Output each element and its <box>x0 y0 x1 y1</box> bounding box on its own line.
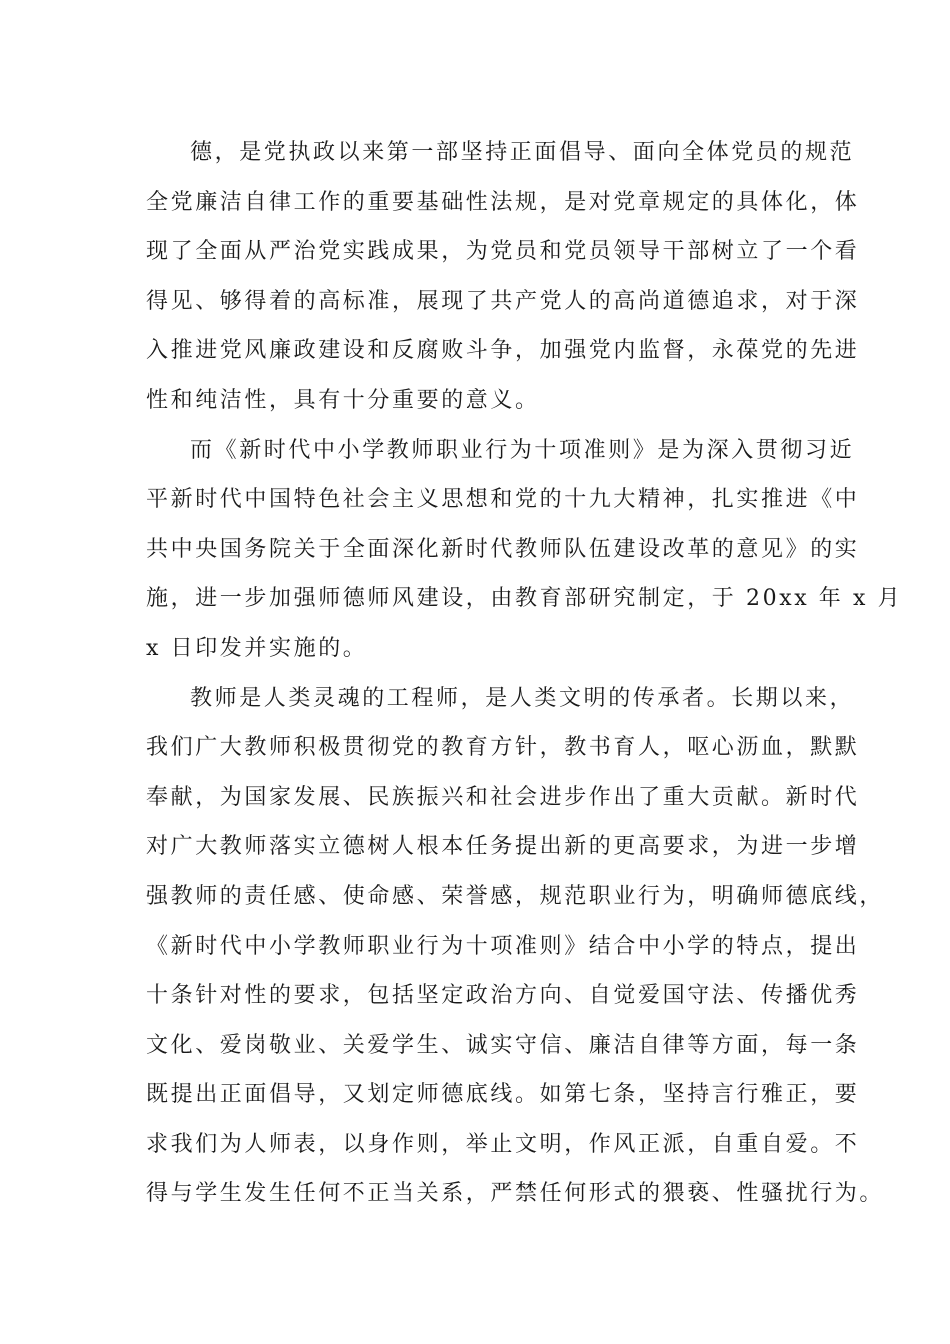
text-line: 强教师的责任感、使命感、荣誉感，规范职业行为，明确师德底线， <box>146 883 885 909</box>
text-line: 《新时代中小学教师职业行为十项准则》结合中小学的特点，提出 <box>146 933 860 959</box>
text-line: 对广大教师落实立德树人根本任务提出新的更高要求，为进一步增 <box>146 834 860 860</box>
text-line: 既提出正面倡导，又划定师德底线。如第七条，坚持言行雅正，要 <box>146 1082 860 1108</box>
text-line: 共中央国务院关于全面深化新时代教师队伍建设改革的意见》的实 <box>146 536 860 562</box>
text-line: 性和纯洁性，具有十分重要的意义。 <box>146 387 540 413</box>
text-line: 求我们为人师表，以身作则，举止文明，作风正派，自重自爱。不 <box>146 1131 860 1157</box>
text-line: 施，进一步加强师德师风建设，由教育部研究制定，于 20xx 年 x 月 <box>146 586 903 612</box>
text-line: 现了全面从严治党实践成果，为党员和党员领导干部树立了一个看 <box>146 239 860 265</box>
text-line: 得见、够得着的高标准，展现了共产党人的高尚道德追求，对于深 <box>146 288 860 314</box>
text-line: 教师是人类灵魂的工程师，是人类文明的传承者。长期以来， <box>190 685 855 711</box>
text-line: 十条针对性的要求，包括坚定政治方向、自觉爱国守法、传播优秀 <box>146 983 860 1009</box>
document-body <box>146 128 903 1219</box>
text-line: 奉献，为国家发展、民族振兴和社会进步作出了重大贡献。新时代 <box>146 784 860 810</box>
text-line: 德，是党执政以来第一部坚持正面倡导、面向全体党员的规范 <box>190 140 855 165</box>
text-line: x 日印发并实施的。 <box>146 635 368 661</box>
text-line: 全党廉洁自律工作的重要基础性法规，是对党章规定的具体化，体 <box>146 189 860 215</box>
text-line: 我们广大教师积极贯彻党的教育方针，教书育人，呕心沥血，默默 <box>146 735 860 761</box>
text-line: 得与学生发生任何不正当关系，严禁任何形式的猥亵、性骚扰行为。 <box>146 1181 885 1207</box>
text-line: 入推进党风廉政建设和反腐败斗争，加强党内监督，永葆党的先进 <box>146 338 860 364</box>
text-line: 文化、爱岗敬业、关爱学生、诚实守信、廉洁自律等方面，每一条 <box>146 1032 860 1058</box>
text-line: 平新时代中国特色社会主义思想和党的十九大精神，扎实推进《中 <box>146 487 860 513</box>
text-line: 而《新时代中小学教师职业行为十项准则》是为深入贯彻习近 <box>190 437 855 463</box>
